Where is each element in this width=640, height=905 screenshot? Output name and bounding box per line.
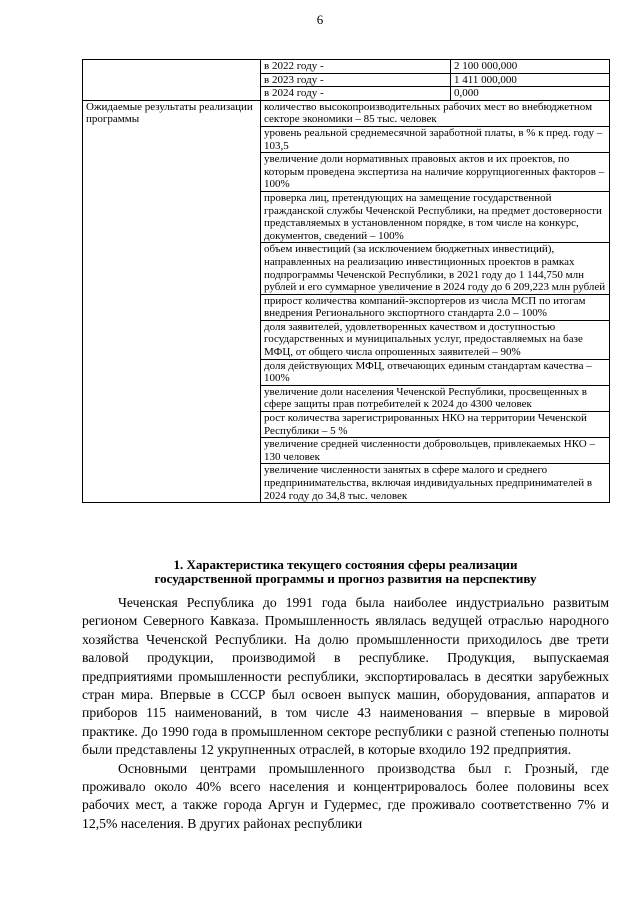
result-item: объем инвестиций (за исключением бюджетных инвестиций), направленных на реализацию инвестиционных проектов в рамках подпрограммы Чеченской Республики, в 2021 году до 1 144,750 млн рублей и его суммарное увеличение в 2024 году до 6 209,223 млн рублей <box>261 243 610 294</box>
section-heading-line: государственной программы и прогноз развития на перспективу <box>154 571 537 586</box>
result-item: увеличение доли нормативных правовых актов и их проектов, по которым проведена экспертиза на наличие коррупциогенных факторов – 100% <box>261 153 610 192</box>
result-item: количество высокопроизводительных рабочих мест во внебюджетном секторе экономики – 85 тыс. человек <box>261 100 610 126</box>
funding-amount: 0,000 <box>451 87 610 101</box>
page-number: 6 <box>316 12 324 27</box>
table-row <box>83 60 610 74</box>
table-cell-empty <box>83 60 261 101</box>
result-item: рост количества зарегистрированных НКО на территории Чеченской Республики – 5 % <box>261 412 610 438</box>
result-item: проверка лиц, претендующих на замещение государственной гражданской службы Чеченской Республики, на предмет достоверности представляемых в установленном порядке, в том числе на конкурс, документов, сведений – 100% <box>261 191 610 242</box>
table-row <box>83 100 610 126</box>
section-body <box>82 594 609 833</box>
section-heading <box>82 558 609 586</box>
result-item: увеличение доли населения Чеченской Республики, просвещенных в сфере защиты прав потребителей к 2024 до 4300 человек <box>261 385 610 411</box>
result-item: доля заявителей, удовлетворенных качеством и доступностью государственных и муниципальных услуг, предоставляемых на базе МФЦ, от общего числа опрошенных заявителей – 90% <box>261 320 610 359</box>
program-passport-table <box>82 59 610 503</box>
result-item: увеличение средней численности добровольцев, привлекаемых НКО – 130 человек <box>261 438 610 464</box>
results-label: Ожидаемые результаты реализации программы <box>83 100 261 502</box>
funding-year: в 2024 году - <box>261 87 451 101</box>
funding-amount: 1 411 000,000 <box>451 73 610 87</box>
result-item: уровень реальной среднемесячной заработной платы, в % к пред. году – 103,5 <box>261 126 610 152</box>
section-heading-line: 1. Характеристика текущего состояния сферы реализации <box>173 557 518 572</box>
result-item: доля действующих МФЦ, отвечающих единым стандартам качества – 100% <box>261 359 610 385</box>
funding-year: в 2023 году - <box>261 73 451 87</box>
funding-amount: 2 100 000,000 <box>451 60 610 74</box>
result-item: увеличение численности занятых в сфере малого и среднего предпринимательства, включая индивидуальных предпринимателей в 2024 году до 34,8 тыс. человек <box>261 464 610 503</box>
funding-year: в 2022 году - <box>261 60 451 74</box>
paragraph: Основными центрами промышленного производства был г. Грозный, где проживало около 40% всего населения и концентрировалось более половины всех рабочих мест, а также города Аргун и Гудермес, где проживало соответственно 7% и 12,5% населения. В других районах республики <box>82 760 609 831</box>
paragraph: Чеченская Республика до 1991 года была наиболее индустриально развитым регионом Северного Кавказа. Промышленность являлась ведущей отраслью народного хозяйства Чеченской Республики. На долю промышленности приходилось две трети валовой продукции, производимой в республике. Продукция, выпускаемая предприятиями промышленности республики, экспортировалась в десятки зарубежных стран мира. Впервые в СССР был освоен выпуск машин, оборудования, аппаратов и приборов 115 наименований, в том числе 43 наименования – впервые в мировой практике. До 1990 года в промышленном секторе республики с разной степенью полноты были представлены 12 укрупненных отраслей, в которые входило 192 предприятия. <box>82 595 609 758</box>
result-item: прирост количества компаний-экспортеров из числа МСП по итогам внедрения Регионального экспортного стандарта 2.0 – 100% <box>261 294 610 320</box>
